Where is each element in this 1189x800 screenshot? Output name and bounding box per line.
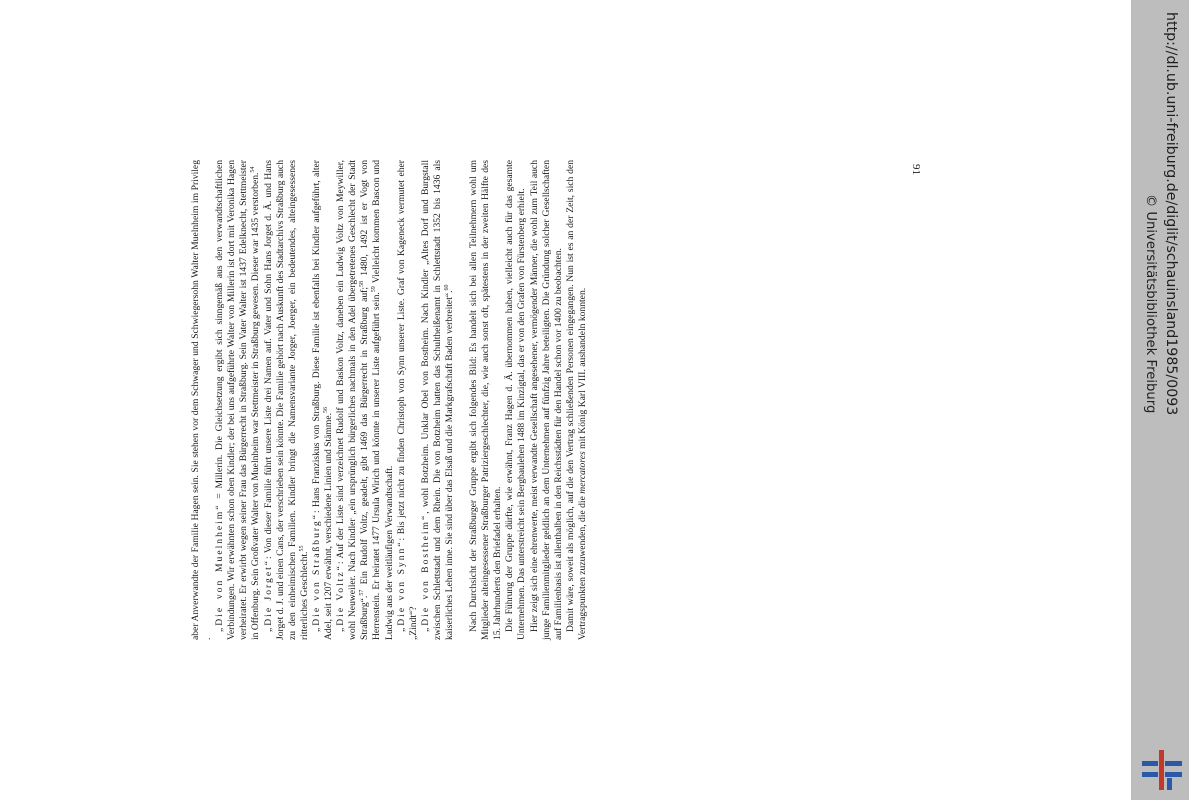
footnote-ref: 57 [359,589,366,596]
ub-freiburg-logo-icon [1140,748,1184,792]
entry-voltz [335,160,395,640]
entry-jorget [263,160,311,640]
entry-text: = Millerin. Die Gleichsetzung ergibt sich sinngemäß aus den verwandtschaftlichen Verbindungen. Wir erwähnten schon oben Kindler; der bei uns aufgeführte Walter von Millerin ist dort mit Veronika Hagen verheiratet. Er erwirbt wegen seiner Frau das Bürgerrecht in Straßburg. Sein Vater Walter ist 1437 Edelknecht, Stettmeister in Offenburg. Sein Großvater Walter von Muelnheim war Stettmeister in Straßburg gewesen. Dieser war 1435 verstorben. [214,160,262,640]
entry-heading: „Die von Bostheim“ [419,513,431,632]
paragraph-society: Hier zeigt sich eine ehrenwerte, meist verwandte Gesellschaft angesehener, vermögender Männer, die wohl zum Teil auch junge Familienmitglieder geldlich an dem Unternehmen auf fünfzig Jahre beteiligten. Die Gründung solcher Gesellschaften auf Familienbasis ist allenthalben in den Reichsstädten für den Handel schon vor 1400 zu beobachten. [528,160,564,640]
footnote-ref: 60 [443,284,450,291]
footnote-ref: 59 [371,286,378,293]
footnote-ref: 58 [359,280,366,287]
entry-text: , wohl Botzheim. Unklar Obel von Bostheim. Nach Kindler „Altes Dorf und Burgstall zwischen Schlettstadt und dem Rhein. Die von Botzheim hatten das Schultheißenamt in Schlettstadt 1352 bis 1436 als kaiserliches Lehen inne. Sie sind über das Elsaß und die Markgrafschaft Baden verbreitet“. [419,160,455,640]
entry-text: Ein Rudolf Voltz, geadelt, gibt 1469 das Bürgerrecht in Straßburg auf; [359,286,371,590]
entry-heading: „Die Jorget“ [262,558,274,632]
paragraph-continuation: aber Anverwandte der Familie Hagen sein. Sie stehen vor dem Schwager und Schwiegersohn Walter Muelnheim im Privileg . [190,160,214,640]
entry-text: : Von dieser Familie führt unsere Liste drei Namen auf. Vater und Sohn Hans Jorget d. Ä. und Hans Jorget d. J. und einen Cans, der verschrieben sein könnte. Die Familie gehört nach Auskunft des Stadtarchivs Straßburg auch zu den einheimischen Familien. Kindler bringt die Namensvariante Jorger, Joerger, ein bedeutendes, alteingesessenes ritterliches Geschlecht. [262,160,310,640]
entry-heading: „Die von Straßburg“ [310,513,322,632]
paragraph-summary: Nach Durchsicht der Straßburger Gruppe ergibt sich folgendes Bild: Es handelt sich bei allen Teilnehmern wohl um Mitglieder alteingesessener Straßburger Patriziergeschlechter, die, wie auch sonst oft, spätestens in der zweiten Hälfte des 15. Jahrhunderts den Briefadel erhalten. [468,160,504,640]
entry-muelnheim [214,160,262,640]
entry-heading: „Die Voltz“ [335,564,347,632]
copyright-notice: © Universitätsbibliothek Freiburg [1143,194,1158,414]
footnote-ref: 55 [298,545,305,552]
entry-text: Vielleicht kommen Bascon und Ludwig aus der weitläufigen Verwandtschaft. [371,160,395,640]
permalink-url[interactable]: http://dl.ub.uni-freiburg.de/diglit/schauinsland1985/0093 [1163,12,1179,416]
entry-bostheim [420,160,456,640]
footnote-ref: 56 [322,407,329,413]
scanned-page-text [190,160,940,640]
paragraph-conclusion [565,160,589,640]
entry-heading: „Die von Synn“ [395,540,407,632]
entry-text: : Hans Franziskus von Straßburg. Diese Familie ist ebenfalls bei Kindler aufgeführt, alter Adel, seit 1207 erwähnt, verschiedene Linien und Stämme. [310,159,335,640]
paragraph-gap [456,160,468,640]
entry-text: : Bis jetzt nicht zu finden Christoph von Synn unserer Liste. Graf von Kageneck vermutet eher „Zindt“? [395,160,419,640]
entry-text: : Auf der Liste sind verzeichnet Rudolf und Baskon Voltz, daneben ein Ludwig Voltz von Meywiller, wohl Neuweiler. Nach Kindler „ein ursprünglich bürgerliches nachmals in den Adel übergetretenes Geschlecht der Stadt Straßburg“. [335,160,371,640]
page-number: 91 [910,164,922,175]
entry-strassburg [311,160,335,640]
paragraph-text: Damit wäre, soweit als möglich, auf die den Vertrag schließenden Personen eingegangen. Nun ist es an der Zeit, sich den Vertragspunkten zuzuwenden, die die [564,160,588,640]
entry-synn [396,160,420,640]
paragraph-leadership: Die Führung der Gruppe dürfte, wie erwähnt, Franz Hagen d. Ä. übernommen haben, vielleicht auch für das gesamte Unternehmen. Das unterstreicht sein Bergbaulehen 1488 im Kinzigtal, das er von den Grafen von Fürstenberg erhielt. [504,160,528,640]
italic-term: mercatores [576,451,588,494]
paragraph-text: mit König Karl VIII. aushandeln konnten. [576,287,588,452]
entry-text: 1480, 1492 ist er Vogt von Herrenstein. Er heiratet 1477 Ursula Wirich und könnte in unserer Liste aufgeführt sein. [359,160,383,640]
footnote-ref: 54 [250,166,257,173]
sidebar-citation [1140,12,1182,415]
entry-heading: „Die von Muelnheim“ [214,503,226,632]
